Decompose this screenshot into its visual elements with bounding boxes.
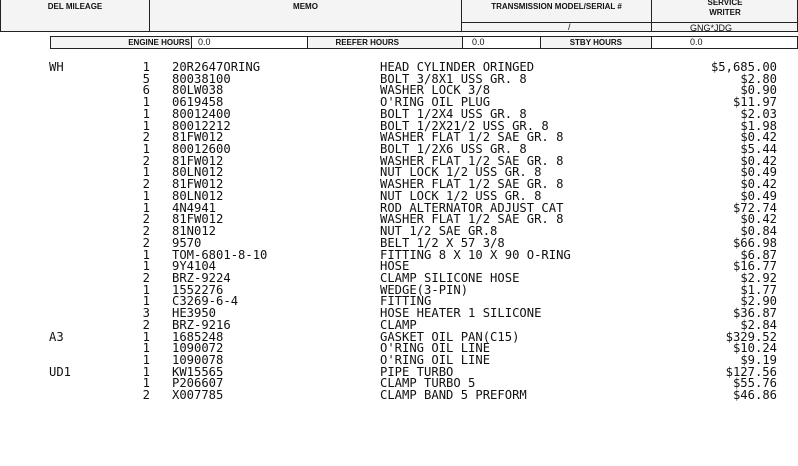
line-amount: $46.86 (732, 388, 777, 403)
line-qty: 1 (142, 188, 150, 203)
line-part-number: 81FW012 (172, 177, 224, 192)
stby-hours-value: 0.0 (690, 37, 703, 47)
line-qty: 1 (142, 142, 150, 157)
line-amount: $36.87 (732, 306, 777, 321)
line-description: CLAMP TURBO 5 (380, 376, 476, 391)
line-qty: 3 (142, 306, 150, 321)
line-qty: 1 (142, 106, 150, 121)
line-description: CLAMP (380, 317, 417, 332)
line-description: BOLT 1/2X4 USS GR. 8 (380, 106, 527, 121)
line-amount: $11.97 (732, 95, 777, 110)
transmission-label: TRANSMISSION MODEL/SERIAL # (491, 2, 622, 11)
line-description: BOLT 1/2X6 USS GR. 8 (380, 142, 527, 157)
line-part-number: 1685248 (172, 329, 224, 344)
line-description: HEAD CYLINDER ORINGED (380, 60, 535, 74)
line-part-number: 81FW012 (172, 130, 224, 145)
line-part-number: 9Y4104 (172, 259, 217, 274)
line-description: CLAMP SILICONE HOSE (380, 270, 520, 285)
memo-label: MEMO (293, 2, 318, 11)
line-description: CLAMP BAND 5 PREFORM (380, 388, 527, 403)
line-amount: $0.42 (740, 212, 777, 227)
line-qty: 1 (142, 165, 150, 180)
line-description: BELT 1/2 X 57 3/8 (380, 235, 505, 250)
line-part-number: 81FW012 (172, 153, 224, 168)
line-description: FITTING (380, 294, 432, 309)
line-section: A3 (49, 329, 64, 344)
line-description: PIPE TURBO (380, 364, 454, 379)
line-description: O'RING OIL PLUG (380, 95, 491, 110)
line-amount: $5.44 (740, 142, 777, 157)
line-amount: $9.19 (740, 352, 777, 367)
line-amount: $127.56 (725, 364, 777, 379)
line-amount: $1.77 (740, 282, 777, 297)
line-amount: $1.98 (740, 118, 777, 133)
line-amount: $2.80 (740, 71, 777, 86)
line-description: WASHER FLAT 1/2 SAE GR. 8 (380, 153, 564, 168)
line-qty: 1 (142, 259, 150, 274)
line-qty: 1 (142, 329, 150, 344)
line-part-number: 80LW038 (172, 83, 224, 98)
line-amount: $5,685.00 (710, 60, 777, 74)
del-mileage-label: DEL MILEAGE (47, 2, 103, 11)
reefer-hours-label: REEFER HOURS (335, 38, 399, 47)
line-section: UD1 (49, 364, 72, 379)
line-part-number: TOM-6801-8-10 (172, 247, 268, 262)
line-amount: $55.76 (732, 376, 777, 391)
line-qty: 2 (142, 270, 150, 285)
line-amount: $0.49 (740, 165, 777, 180)
line-description: BOLT 1/2X21/2 USS GR. 8 (380, 118, 549, 133)
transmission-divider (461, 22, 652, 23)
line-part-number: BRZ-9216 (172, 317, 231, 332)
line-qty: 1 (142, 118, 150, 133)
line-qty: 2 (142, 153, 150, 168)
line-part-number: 80LN012 (172, 188, 224, 203)
line-description: BOLT 3/8X1 USS GR. 8 (380, 71, 527, 86)
line-part-number: 1090072 (172, 341, 224, 356)
line-description: O'RING OIL LINE (380, 352, 491, 367)
line-qty: 1 (142, 294, 150, 309)
line-part-number: 80012400 (172, 106, 231, 121)
line-amount: $0.42 (740, 130, 777, 145)
line-qty: 1 (142, 352, 150, 367)
line-qty: 6 (142, 83, 150, 98)
form-header (0, 0, 798, 52)
transmission-slash: / (568, 22, 571, 32)
line-description: WASHER FLAT 1/2 SAE GR. 8 (380, 212, 564, 227)
line-description: O'RING OIL LINE (380, 341, 491, 356)
line-part-number: 9570 (172, 235, 202, 250)
line-section: WH (49, 60, 64, 74)
line-part-number: 81N012 (172, 224, 217, 239)
line-description: GASKET OIL PAN(C15) (380, 329, 520, 344)
line-part-number: BRZ-9224 (172, 270, 231, 285)
service-writer-value: GNG*JDG (690, 23, 733, 33)
line-part-number: 1552276 (172, 282, 224, 297)
line-amount: $0.84 (740, 224, 777, 239)
line-part-number: 20R2647ORING (172, 60, 261, 74)
line-amount: $0.42 (740, 177, 777, 192)
line-qty: 2 (142, 224, 150, 239)
line-description: WASHER FLAT 1/2 SAE GR. 8 (380, 177, 564, 192)
line-qty: 1 (142, 376, 150, 391)
parts-line-items (0, 62, 798, 402)
line-amount: $2.84 (740, 317, 777, 332)
line-part-number: 80012600 (172, 142, 231, 157)
stby-hours-label: STBY HOURS (569, 38, 622, 47)
line-qty: 1 (142, 95, 150, 110)
line-qty: 2 (142, 235, 150, 250)
line-part-number: 80LN012 (172, 165, 224, 180)
line-amount: $0.49 (740, 188, 777, 203)
line-amount: $16.77 (732, 259, 777, 274)
line-part-number: P206607 (172, 376, 224, 391)
line-amount: $329.52 (725, 329, 777, 344)
line-amount: $2.92 (740, 270, 777, 285)
line-qty: 1 (142, 341, 150, 356)
line-part-number: 81FW012 (172, 212, 224, 227)
line-description: NUT LOCK 1/2 USS GR. 8 (380, 188, 542, 203)
line-qty: 2 (142, 130, 150, 145)
line-part-number: C3269-6-4 (172, 294, 239, 309)
line-qty: 1 (142, 200, 150, 215)
line-description: HOSE (380, 259, 410, 274)
line-qty: 5 (142, 71, 150, 86)
line-description: NUT 1/2 SAE GR.8 (380, 224, 498, 239)
line-description: HOSE HEATER 1 SILICONE (380, 306, 542, 321)
line-part-number: X007785 (172, 388, 224, 403)
line-amount: $2.03 (740, 106, 777, 121)
engine-hours-value: 0.0 (198, 37, 211, 47)
line-description: ROD ALTERNATOR ADJUST CAT (380, 200, 564, 215)
line-amount: $10.24 (732, 341, 777, 356)
line-amount: $2.90 (740, 294, 777, 309)
line-part-number: 80012212 (172, 118, 231, 133)
line-description: WASHER FLAT 1/2 SAE GR. 8 (380, 130, 564, 145)
line-description: WASHER LOCK 3/8 (380, 83, 491, 98)
line-amount: $0.90 (740, 83, 777, 98)
line-qty: 1 (142, 247, 150, 262)
line-qty: 2 (142, 317, 150, 332)
reefer-hours-value: 0.0 (472, 37, 485, 47)
line-qty: 2 (142, 177, 150, 192)
line-description: NUT LOCK 1/2 USS GR. 8 (380, 165, 542, 180)
line-amount: $6.87 (740, 247, 777, 262)
line-description: FITTING 8 X 10 X 90 O-RING (380, 247, 571, 262)
line-qty: 1 (142, 364, 150, 379)
line-qty: 2 (142, 388, 150, 403)
line-amount: $66.98 (732, 235, 777, 250)
line-qty: 2 (142, 212, 150, 227)
line-description: WEDGE(3-PIN) (380, 282, 469, 297)
line-qty: 1 (142, 60, 150, 74)
line-part-number: 80038100 (172, 71, 231, 86)
line-part-number: 1090078 (172, 352, 224, 367)
line-part-number: 4N4941 (172, 200, 217, 215)
engine-hours-label: ENGINE HOURS (128, 38, 190, 47)
line-qty: 1 (142, 282, 150, 297)
line-amount: $72.74 (732, 200, 777, 215)
line-amount: $0.42 (740, 153, 777, 168)
service-writer-label: SERVICE WRITER (707, 0, 743, 17)
line-part-number: KW15565 (172, 364, 224, 379)
line-part-number: 0619458 (172, 95, 224, 110)
line-item-row (0, 390, 798, 402)
line-part-number: HE3950 (172, 306, 217, 321)
